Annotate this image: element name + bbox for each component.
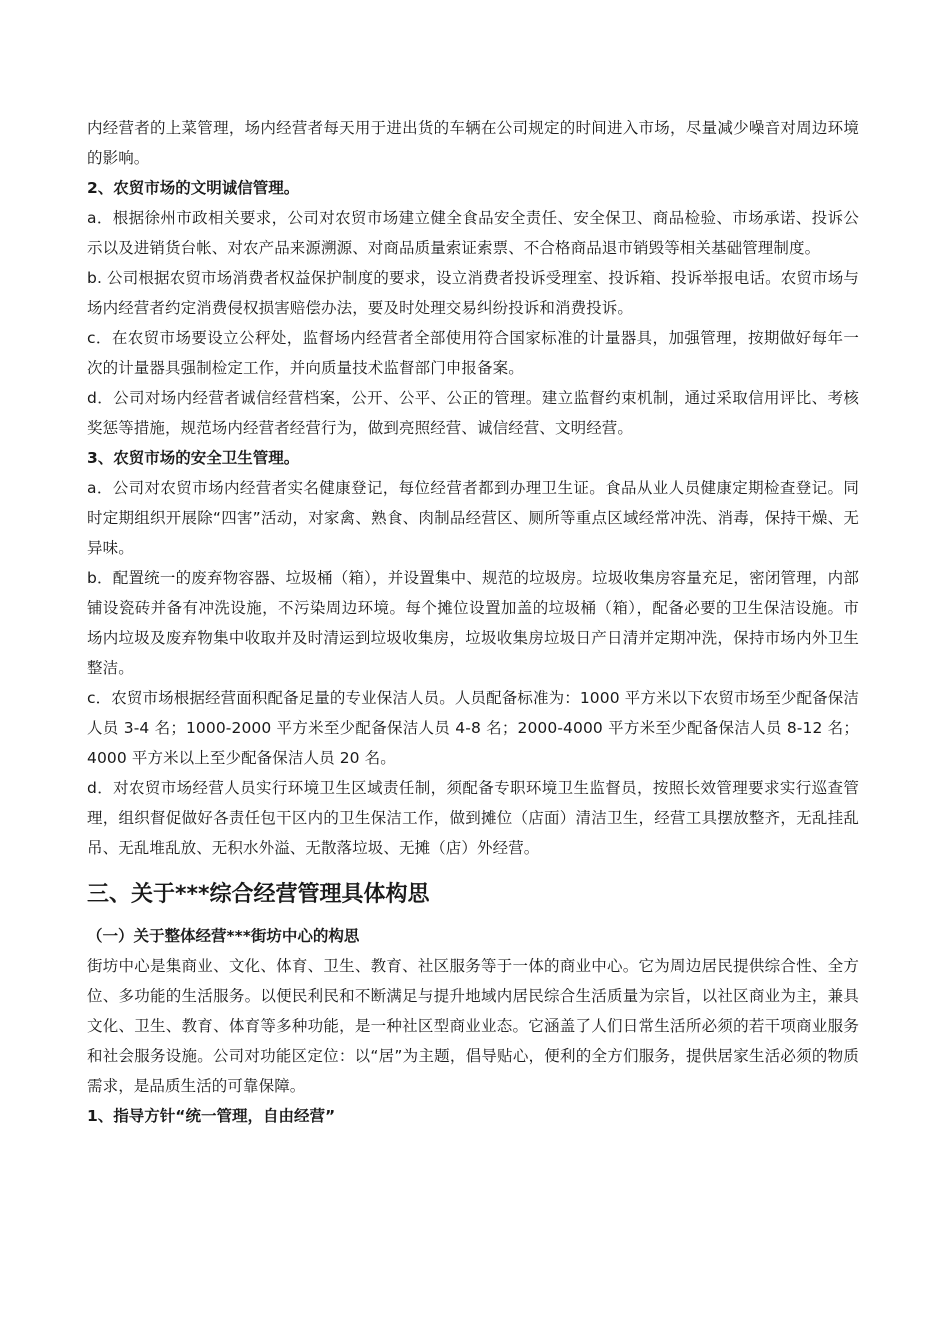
section-title-three: 三、关于***综合经营管理具体构思 (87, 882, 430, 907)
heading-civilized-integrity: 2、农贸市场的文明诚信管理。 (87, 179, 300, 197)
heading-overall-operation: （一）关于整体经营***街坊中心的构思 (87, 927, 360, 945)
paragraph-2b: b. 公司根据农贸市场消费者权益保护制度的要求，设立消费者投诉受理室、投诉箱、投诉举报电话。农贸市场与场内经营者约定消费侵权损害赔偿办法，要及时处理交易纠纷投诉和消费投诉。 (87, 269, 859, 317)
paragraph-3a: a．公司对农贸市场内经营者实名健康登记，每位经营者都到办理卫生证。食品从业人员健康定期检查登记。同时定期组织开展除“四害”活动，对家禽、熟食、肉制品经营区、厕所等重点区域经常冲洗、消毒，保持干燥、无异味。 (87, 479, 859, 557)
heading-guiding-principle: 1、指导方针“统一管理，自由经营” (87, 1107, 336, 1125)
heading-safety-hygiene: 3、农贸市场的安全卫生管理。 (87, 449, 300, 467)
paragraph-2d: d．公司对场内经营者诚信经营档案，公开、公平、公正的管理。建立监督约束机制，通过采取信用评比、考核奖惩等措施，规范场内经营者经营行为，做到亮照经营、诚信经营、文明经营。 (87, 389, 859, 437)
document-page (87, 113, 859, 1131)
paragraph-2c: c．在农贸市场要设立公秤处，监督场内经营者全部使用符合国家标准的计量器具，加强管理，按期做好每年一次的计量器具强制检定工作，并向质量技术监督部门申报备案。 (87, 329, 859, 377)
paragraph-3b: b．配置统一的废弃物容器、垃圾桶（箱），并设置集中、规范的垃圾房。垃圾收集房容量充足，密闭管理，内部铺设瓷砖并备有冲洗设施，不污染周边环境。每个摊位设置加盖的垃圾桶（箱），配备必要的卫生保洁设施。市场内垃圾及废弃物集中收取并及时清运到垃圾收集房，垃圾收集房垃圾日产日清并定期冲洗，保持市场内外卫生整洁。 (87, 569, 859, 677)
paragraph-vendor-loading: 内经营者的上菜管理，场内经营者每天用于进出货的车辆在公司规定的时间进入市场，尽量减少噪音对周边环境的影响。 (87, 119, 859, 167)
paragraph-2a: a．根据徐州市政相关要求，公司对农贸市场建立健全食品安全责任、安全保卫、商品检验、市场承诺、投诉公示以及进销货台帐、对农产品来源溯源、对商品质量索证索票、不合格商品退市销毁等相关基础管理制度。 (87, 209, 859, 257)
paragraph-neighborhood-center: 街坊中心是集商业、文化、体育、卫生、教育、社区服务等于一体的商业中心。它为周边居民提供综合性、全方位、多功能的生活服务。以便民利民和不断满足与提升地域内居民综合生活质量为宗旨，以社区商业为主，兼具文化、卫生、教育、体育等多种功能，是一种社区型商业业态。它涵盖了人们日常生活所必须的若干项商业服务和社会服务设施。公司对功能区定位：以“居”为主题，倡导贴心，便利的全方们服务，提供居家生活必须的物质需求，是品质生活的可靠保障。 (87, 957, 859, 1095)
paragraph-3c: c．农贸市场根据经营面积配备足量的专业保洁人员。人员配备标准为：1000 平方米以下农贸市场至少配备保洁人员 3-4 名；1000-2000 平方米至少配备保洁人员 4-8 名；2000-4000 平方米至少配备保洁人员 8-12 名；4000 平方米以上至少配备保洁人员 20 名。 (87, 689, 859, 767)
paragraph-3d: d．对农贸市场经营人员实行环境卫生区域责任制，须配备专职环境卫生监督员，按照长效管理要求实行巡查管理，组织督促做好各责任包干区内的卫生保洁工作，做到摊位（店面）清洁卫生，经营工具摆放整齐，无乱挂乱吊、无乱堆乱放、无积水外溢、无散落垃圾、无摊（店）外经营。 (87, 779, 859, 857)
